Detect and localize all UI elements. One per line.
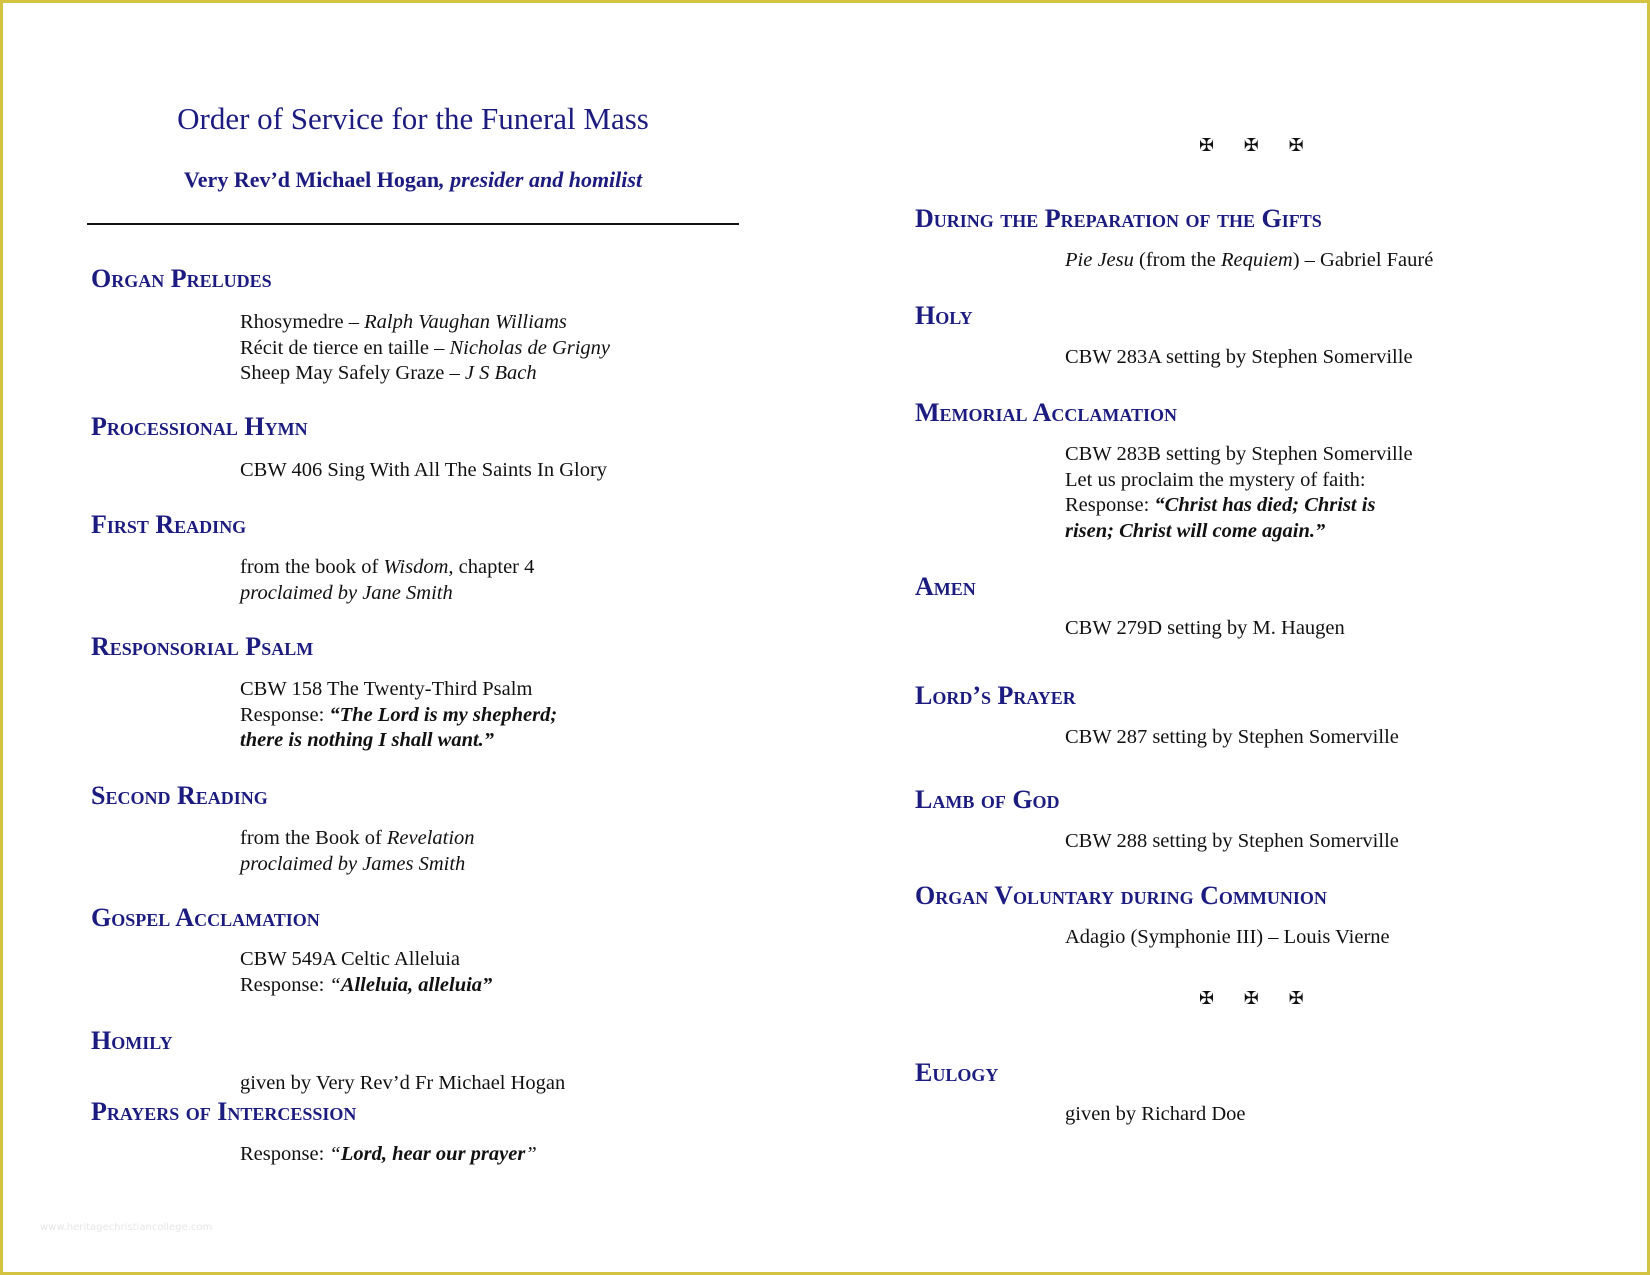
ornament-crosses-top: ✠ ✠ ✠ [1199, 135, 1316, 156]
heading-gospel-acclamation: Gospel Acclamation [91, 903, 320, 932]
ornament-crosses-bottom: ✠ ✠ ✠ [1199, 988, 1316, 1009]
heading-prayers-of-intercession: Prayers of Intercession [91, 1097, 357, 1126]
heading-homily: Homily [91, 1026, 173, 1055]
heading-organ-voluntary: Organ Voluntary during Communion [915, 881, 1327, 910]
prelude-2: Récit de tierce en taille – Nicholas de Grigny [240, 336, 611, 359]
gospel-acclamation-text: CBW 549A Celtic Alleluia Response: “Alleluia, alleluia” [240, 948, 493, 996]
heading-memorial-acclamation: Memorial Acclamation [915, 398, 1178, 427]
eulogy-text: given by Richard Doe [1065, 1103, 1246, 1125]
heading-amen: Amen [915, 572, 976, 601]
intercession-text: Response: “Lord, hear our prayer” [240, 1143, 537, 1165]
lamb-of-god-text: CBW 288 setting by Stephen Somerville [1065, 830, 1399, 852]
gifts-text: Pie Jesu (from the Requiem) – Gabriel Fauré [1065, 249, 1434, 271]
second-reading-text: from the Book of Revelation proclaimed by James Smith [240, 827, 475, 875]
page-title: Order of Service for the Funeral Mass [177, 101, 649, 136]
organ-preludes-list [240, 310, 610, 387]
heading-lords-prayer: Lord’s Prayer [915, 681, 1076, 710]
heading-lamb-of-god: Lamb of God [915, 785, 1060, 814]
heading-second-reading: Second Reading [91, 781, 268, 810]
psalm-text: CBW 158 The Twenty-Third Psalm Response: “The Lord is my shepherd; there is nothing I shall want.” [240, 678, 558, 751]
heading-first-reading: First Reading [91, 510, 247, 539]
organ-voluntary-text: Adagio (Symphonie III) – Louis Vierne [1065, 926, 1390, 948]
watermark: www.heritagechristiancollege.com [40, 1222, 213, 1233]
heading-holy: Holy [915, 301, 973, 330]
heading-preparation-of-gifts: During the Preparation of the Gifts [915, 204, 1322, 233]
heading-responsorial-psalm: Responsorial Psalm [91, 632, 314, 661]
presider-role: , presider and homilist [439, 167, 643, 192]
homily-text: given by Very Rev’d Fr Michael Hogan [240, 1072, 566, 1094]
presider-line [86, 167, 740, 193]
presider-name: Very Rev’d Michael Hogan [183, 167, 440, 192]
prelude-3: Sheep May Safely Graze – J S Bach [240, 362, 537, 384]
title-divider [87, 223, 739, 225]
heading-processional-hymn: Processional Hymn [91, 412, 308, 441]
amen-text: CBW 279D setting by M. Haugen [1065, 617, 1345, 639]
processional-hymn-text: CBW 406 Sing With All The Saints In Glory [240, 459, 608, 481]
prelude-1: Rhosymedre – Ralph Vaughan Williams [240, 311, 567, 333]
heading-organ-preludes: Organ Preludes [91, 264, 272, 293]
heading-eulogy: Eulogy [915, 1058, 999, 1087]
lords-prayer-text: CBW 287 setting by Stephen Somerville [1065, 726, 1399, 748]
holy-text: CBW 283A setting by Stephen Somerville [1065, 346, 1413, 368]
first-reading-text: from the book of Wisdom, chapter 4 proclaimed by Jane Smith [240, 556, 535, 604]
memorial-acclamation-text: CBW 283B setting by Stephen Somerville Let us proclaim the mystery of faith: Response: “Christ has died; Christ is risen; Christ will come again.” [1065, 443, 1413, 542]
